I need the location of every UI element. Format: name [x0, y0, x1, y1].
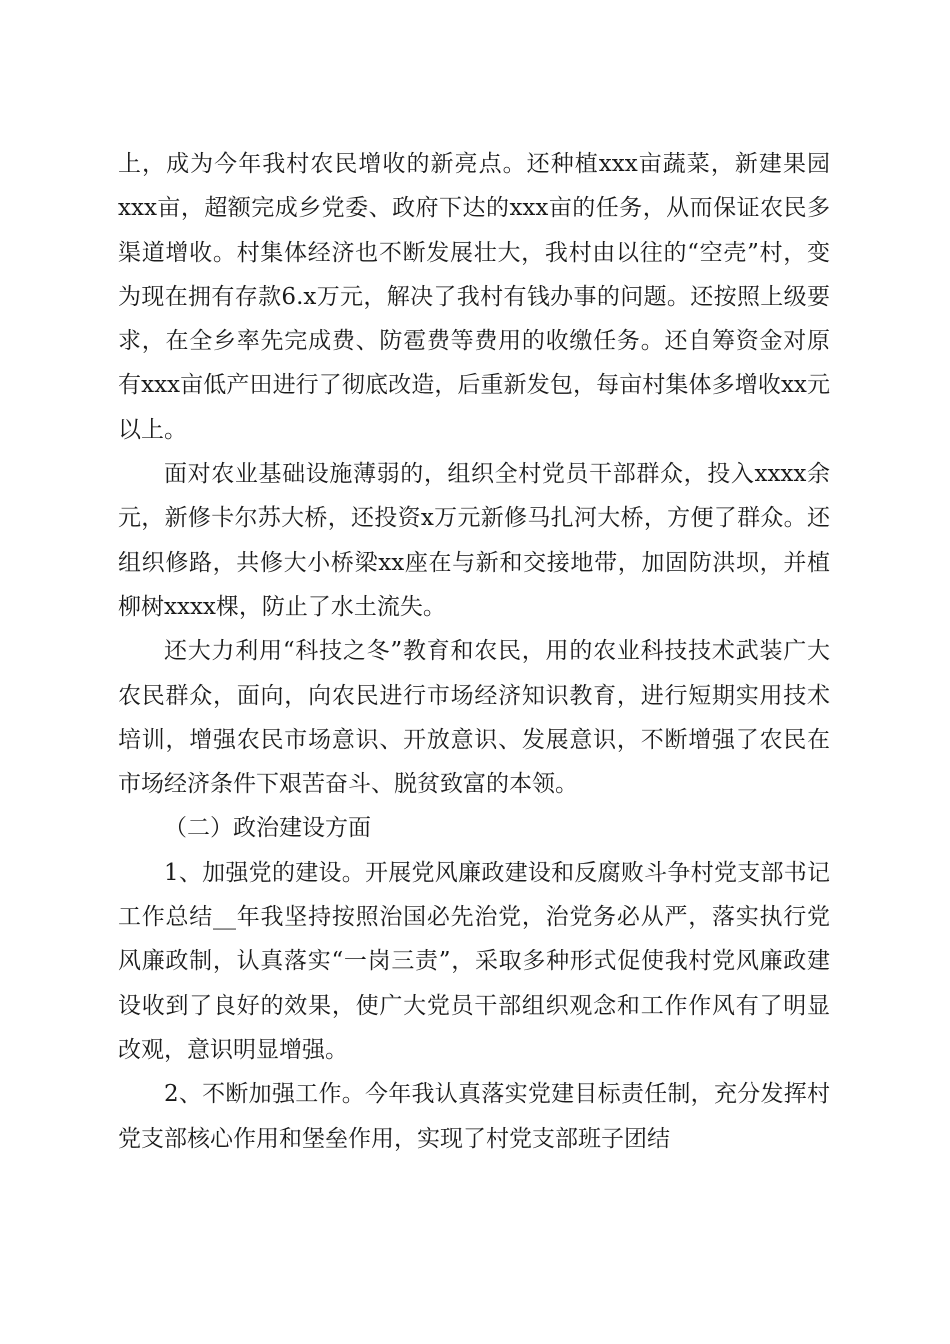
section-heading-political: （二）政治建设方面: [164, 815, 371, 842]
paragraph-party-building: 1、加强党的建设。开展党风廉政建设和反腐败斗争村党支部书记工作总结__年我坚持按照治国必先治党，治党务必从严，落实执行党风廉政制，认真落实“一岗三责”，采取多种形式促使我村党风廉政建设收到了良好的效果，使广大党员干部组织观念和工作作风有了明显改观，意识明显增强。: [118, 859, 830, 1063]
document-body: [118, 142, 830, 1161]
paragraph-strengthen-work: 2、不断加强工作。今年我认真落实党建目标责任制，充分发挥村党支部核心作用和堡垒作用，实现了村党支部班子团结: [118, 1081, 830, 1152]
paragraph-continuation: 上，成为今年我村农民增收的新亮点。还种植xxx亩蔬菜，新建果园xxx亩，超额完成乡党委、政府下达的xxx亩的任务，从而保证农民多渠道增收。村集体经济也不断发展壮大，我村由以往的“空壳”村，变为现在拥有存款6.x万元，解决了我村有钱办事的问题。还按照上级要求，在全乡率先完成费、防雹费等费用的收缴任务。还自筹资金对原有xxx亩低产田进行了彻底改造，后重新发包，每亩村集体多增收xx元以上。: [118, 151, 830, 443]
paragraph-technology-education: 还大力利用“科技之冬”教育和农民，用的农业科技技术武装广大农民群众，面向，向农民进行市场经济知识教育，进行短期实用技术培训，增强农民市场意识、开放意识、发展意识，不断增强了农民在市场经济条件下艰苦奋斗、脱贫致富的本领。: [118, 638, 830, 798]
paragraph-infrastructure: 面对农业基础设施薄弱的，组织全村党员干部群众，投入xxxx余元，新修卡尔苏大桥，还投资x万元新修马扎河大桥，方便了群众。还组织修路，共修大小桥梁xx座在与新和交接地带，加固防洪坝，并植柳树xxxx棵，防止了水土流失。: [118, 461, 830, 620]
